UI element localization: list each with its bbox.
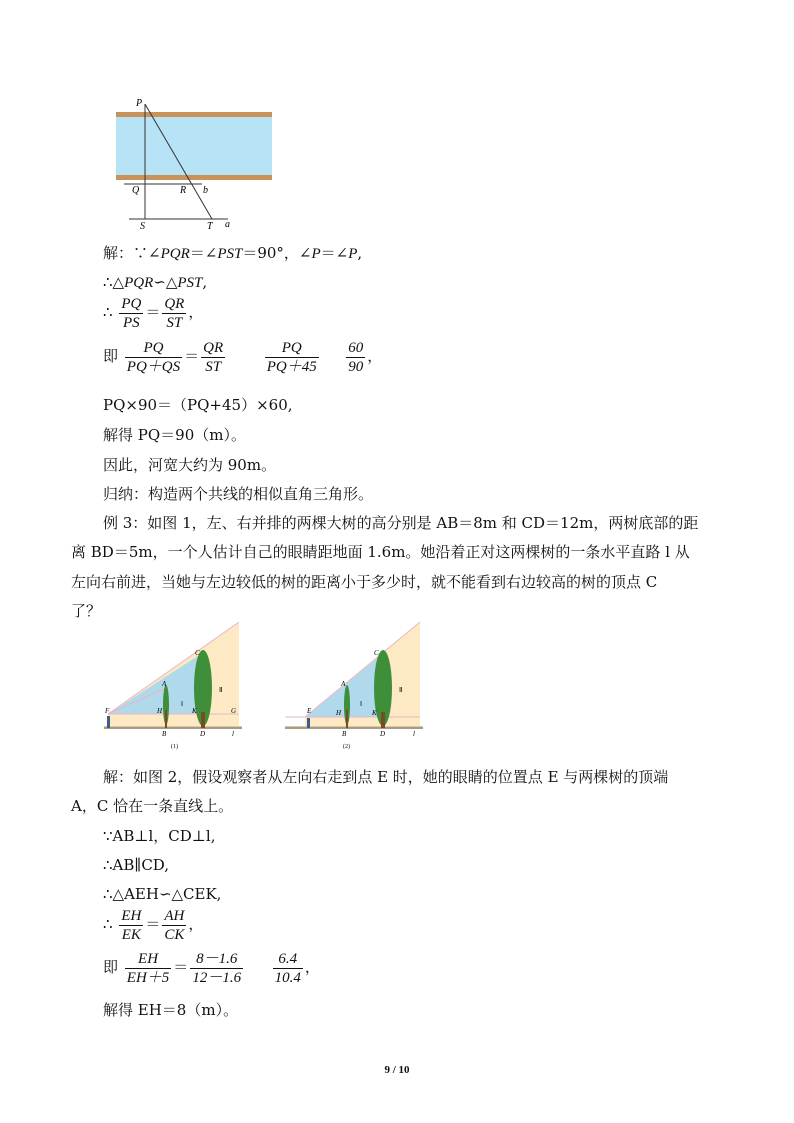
solution2-line1: 解：如图 2，假设观察者从左向右走到点 E 时，她的眼睛的位置点 E 与两棵树的顶端 — [103, 768, 669, 786]
fraction — [346, 339, 365, 376]
numerator: EH — [121, 907, 142, 924]
page-number: 9 / 10 — [384, 1064, 410, 1076]
numerator: PQ — [121, 295, 142, 312]
denominator: 90 — [348, 358, 364, 375]
fraction — [201, 339, 225, 376]
denominator: PQ＋45 — [266, 358, 317, 375]
numerator: QR — [203, 339, 224, 356]
text: PQR — [124, 275, 154, 291]
equals-sign: ＝ — [145, 303, 161, 321]
fig2-label-H: H — [336, 709, 342, 717]
solution1-line4 — [103, 337, 382, 376]
fig1-label-B: B — [162, 730, 167, 738]
example3-line3: 左向右前进，当她与左边较低的树的距离小于多少时，就不能看到右边较高的树的顶点 C — [71, 573, 658, 591]
solution1-line7: 因此，河宽大约为 90m。 — [103, 456, 277, 474]
denominator: EH＋5 — [126, 969, 170, 986]
fig1-label-K: K — [192, 707, 197, 715]
solution2-line4: ∴AB∥CD, — [103, 856, 170, 874]
solution1-line3 — [103, 293, 203, 332]
fraction — [273, 950, 303, 987]
numerator: EH — [125, 950, 172, 969]
solution2-line8: 解得 EH＝8（m）。 — [103, 1001, 239, 1019]
equals-sign: ＝ — [145, 915, 161, 933]
fig1-label-C: C — [195, 649, 200, 657]
text: 即 — [103, 347, 119, 365]
denominator: 10.4 — [274, 969, 301, 986]
river-figure — [112, 96, 272, 232]
water — [116, 117, 272, 175]
fraction — [125, 339, 182, 376]
text: PST — [177, 275, 203, 291]
numerator: PQ — [125, 339, 182, 358]
example3-line2: 离 BD＝5m，一个人估计自己的眼睛距地面 1.6m。她沿着正对这两棵树的一条水平直路 l 从 — [71, 543, 690, 561]
solution2-line2: A，C 恰在一条直线上。 — [71, 797, 234, 815]
fig1-label-D: D — [200, 730, 206, 738]
label-P: P — [136, 98, 143, 109]
fig1-caption: (1) — [171, 744, 178, 750]
fig2-caption: (2) — [343, 744, 350, 750]
fig2-label-B: B — [342, 730, 347, 738]
numerator: QR — [164, 295, 185, 312]
label-Q: Q — [132, 185, 140, 196]
text: ， — [367, 347, 383, 365]
text: 解：∵∠ — [103, 244, 161, 262]
label-a: a — [225, 219, 230, 230]
denominator: ST — [205, 358, 222, 375]
fig1-label-A: A — [162, 680, 167, 688]
solution1-line5: PQ×90＝（PQ+45）×60, — [103, 396, 293, 414]
fig2-label-I: Ⅰ — [360, 700, 363, 708]
solution1-line2 — [103, 272, 207, 293]
label-b: b — [203, 185, 208, 196]
example3-line1: 例 3：如图 1，左、右并排的两棵大树的高分别是 AB＝8m 和 CD＝12m，两树底部的距 — [103, 514, 699, 532]
fig1-label-I: Ⅰ — [181, 700, 184, 708]
denominator: ST — [166, 314, 183, 331]
far-bank — [116, 112, 272, 117]
numerator: AH — [162, 907, 186, 926]
fig1-label-F: F — [105, 707, 110, 715]
tree-figure-1 — [104, 622, 242, 754]
numerator: 6.4 — [273, 950, 303, 969]
equals-sign: ＝ — [173, 958, 189, 976]
fig2-label-A: A — [341, 680, 346, 688]
solution1-line8: 归纳：构造两个共线的相似直角三角形。 — [103, 485, 374, 503]
example3-line4: 了？ — [71, 602, 102, 620]
text: ∽△ — [153, 273, 178, 291]
fig1-label-G: G — [231, 707, 237, 715]
fraction — [265, 339, 319, 376]
text: ＝90°，∠ — [242, 244, 312, 262]
text: PST — [217, 246, 243, 262]
text: P — [311, 246, 321, 262]
fraction — [125, 950, 172, 987]
denominator: CK — [164, 926, 185, 943]
fig2-label-II: Ⅱ — [399, 686, 403, 694]
denominator: PS — [122, 314, 140, 331]
tree-figure-2 — [285, 622, 423, 754]
denominator: 12－1.6 — [192, 969, 242, 986]
fraction — [119, 907, 143, 944]
label-S: S — [140, 221, 145, 232]
equals-sign: ＝ — [184, 347, 200, 365]
denominator: PQ＋QS — [126, 358, 181, 375]
text: ＝∠ — [320, 244, 349, 262]
solution1-line6: 解得 PQ＝90（m）。 — [103, 426, 246, 444]
near-bank — [116, 175, 272, 180]
fig2-label-C: C — [374, 649, 379, 657]
fraction — [162, 907, 186, 944]
text: P — [348, 246, 358, 262]
numerator: 8－1.6 — [190, 950, 243, 969]
fig1-label-l: l — [232, 730, 234, 738]
text: ∴ — [103, 915, 113, 933]
denominator: EK — [121, 926, 141, 943]
fraction — [190, 950, 243, 987]
text: , — [202, 273, 208, 291]
solution2-line5: ∴△AEH∽△CEK, — [103, 885, 222, 903]
text: ＝∠ — [189, 244, 218, 262]
fraction — [162, 295, 186, 332]
text: ， — [188, 915, 204, 933]
solution2-line7 — [103, 948, 320, 987]
numerator: 60 — [348, 339, 364, 356]
solution1-line1 — [103, 243, 362, 264]
fig2-label-K: K — [372, 709, 377, 717]
fig1-label-II: Ⅱ — [219, 686, 223, 694]
solution2-line3: ∵AB⊥l，CD⊥l, — [103, 827, 216, 845]
label-R: R — [180, 185, 187, 196]
label-T: T — [207, 221, 213, 232]
numerator: PQ — [265, 339, 319, 358]
fig2-label-l: l — [413, 730, 415, 738]
text: ， — [188, 303, 204, 321]
text: ， — [304, 958, 320, 976]
fraction — [119, 295, 143, 332]
text: , — [357, 244, 363, 262]
text: 即 — [103, 958, 119, 976]
text: PQR — [160, 246, 190, 262]
text: ∴ — [103, 303, 113, 321]
text: ∴△ — [103, 273, 125, 291]
fig2-label-D: D — [380, 730, 386, 738]
fig2-label-E: E — [307, 707, 312, 715]
fig1-label-H: H — [157, 707, 163, 715]
solution2-line6 — [103, 905, 203, 944]
